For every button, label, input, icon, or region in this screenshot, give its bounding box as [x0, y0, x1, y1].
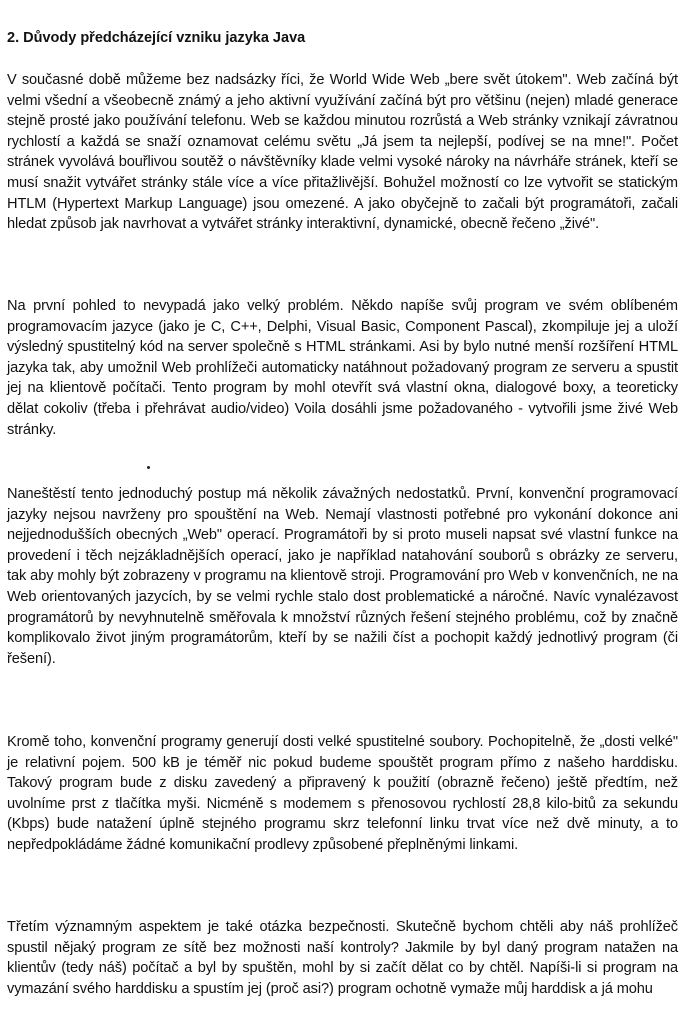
- paragraph-file-size: Kromě toho, konvenční programy generují dosti velké spustitelné soubory. Pochopitelně, že „dosti velké" je relativní pojem. 500 kB je téměř nic pokud budeme spouštět program přímo z našeho harddisku. Takový program bude z disku zavedený a připravený k použití (obrazně řečeno) ještě předtím, než uvolníme prst z tlačítka myši. Nicméně s modemem s přenosovou rychlostí 28,8 kilo-bitů za sekundu (Kbps) bude natažení úplně stejného programu skrz telefonní linku trvat více než dvě minuty, a to nepředpokládáme žádné komunikační prodlevy způsobené přeplněnými linkami.: [7, 734, 678, 853]
- paragraph-first-glance: Na první pohled to nevypadá jako velký problém. Někdo napíše svůj program ve svém oblíbeném programovacím jazyce (jako je C, C++, Delphi, Visual Basic, Component Pascal), zkompiluje jej a uloží výsledný spustitelný kód na server společně s HTML stránkami. Asi by bylo nutné menší rozšíření HTML jazyka tak, aby umožnil Web prohlížeči automaticky natáhnout požadovaný program ze serveru a spustit jej na klientově počítači. Tento program by mohl otevřít svá vlastní okna, dialogové boxy, a teoreticky dělat cokoliv (třeba i přehrávat audio/video) Voila dosáhli jsme požadovaného - vytvořili jsme živé Web stránky.: [7, 298, 678, 438]
- paragraph-intro: V současné době můžeme bez nadsázky říci, že World Wide Web „bere svět útokem". Web začíná být velmi všední a všeobecně známý a jeho aktivní využívání začíná být pro většinu (nejen) mladé generace stejně prosté jako používání telefonu. Web se každou minutou rozrůstá a Web stránky vznikají závratnou rychlostí a každá se snaží oznamovat celému světu „Já jsem ta nejlepší, podívej se na mne!". Počet stránek vyvolává bouřlivou soutěž o návštěvníky klade velmi vysoké nároky na návrháře stránek, kteří se musí snažit vytvářet stránky stále více a více přitažlivější. Bohužel možností co lze vytvořit se statickým HTLM (Hypertext Markup Language) jsou omezené. A jako obyčejně to začali být programátoři, začali hledat způsob jak navrhovat a vytvářet stránky interaktivní, dynamické, obecně řečeno „živé".: [7, 72, 678, 233]
- scan-speck: [147, 466, 150, 469]
- section-heading: 2. Důvody předcházející vzniku jazyka Java: [7, 30, 306, 46]
- paragraph-shortcomings: Naneštěstí tento jednoduchý postup má několik závažných nedostatků. První, konvenční programovací jazyky nejsou navrženy pro spouštění na Web. Nemají vlastnosti potřebné pro vykonání dokonce ani nejjednodušších obecných „Web" operací. Programátoři by si proto museli napsat své vlastní funkce na provedení i těch nejzákladnějších operací, jako je například natahování souborů s obrázky ze serveru, tak aby mohly být zobrazeny v programu na klientově stroji. Programování pro Web v konvenčních, ne na Web orientovaných jazycích, by se velmi rychle stalo dost problematické a náročné. Navíc vynalézavost programátorů by nevyhnutelně směřovala k množství různých řešení stejného problému, což by značně komplikovalo život jiným programátorům, kteří by se nažili číst a pochopit každý jednotlivý program (či řešení).: [7, 486, 678, 667]
- paragraph-security: Třetím významným aspektem je také otázka bezpečnosti. Skutečně bychom chtěli aby náš prohlížeč spustil nějaký program ze sítě bez možnosti naší kontroly? Jakmile by byl daný program natažen na klientův (tedy náš) počítač a byl by spuštěn, mohl by si začít dělat co by chtěl. Napíši-li si program na vymazání svého harddisku a spustím jej (proč asi?) program ochotně vymaže můj harddisk a já mohu: [7, 919, 678, 997]
